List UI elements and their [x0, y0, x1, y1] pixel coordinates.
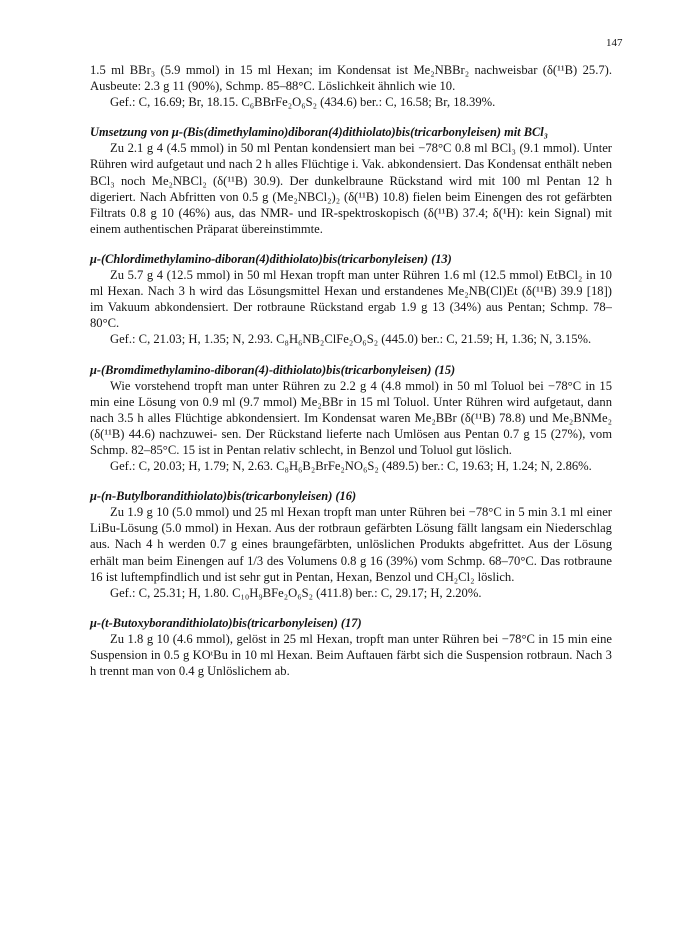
- text-line: 0.8 g 10 (46%) aus, das NMR- und IR-spektroskopisch (δ(¹¹B) 37.4; δ(¹H): kein: [130, 205, 550, 220]
- text-line: Zu 2.1 g 4 (4.5 mmol) in 50 ml Pentan kondensiert man bei −78°C 0.8 ml BCl₃: [110, 141, 516, 156]
- text-line: Der dunkelbraune Rückstand wird mit 100 ml Pentan 12 h digeriert. Nach Abfritten: [90, 173, 613, 204]
- text-line: Einengen auf 1/3 des Volumens 0.8 g 16 (39%) vom Schmp. 68–70°C. Das: [176, 553, 561, 568]
- text-line: sen. Der Rückstand lieferte nach Umlösen aus Pentan 0.7 g 15 (27%), vom Schmp.: [90, 426, 612, 457]
- page-number: 147: [606, 37, 623, 49]
- text-line: Wie vorstehend tropft man unter Rühren zu 2.2 g 4 (4.8 mmol) in 50 ml Toluol: [110, 378, 525, 393]
- text-line: μ-(Bromdimethylamino-diboran(4)-dithiolato)bis(tricarbonyleisen) (15): [90, 362, 456, 377]
- text-line: Kondensat waren Me₂BBr (δ(¹¹B) 78.8) und Me₂BNMe₂ (δ(¹¹B) 44.6) nachzuwei-: [90, 410, 612, 441]
- paragraph: [90, 140, 612, 237]
- section-heading: [90, 615, 612, 631]
- paragraph: [90, 331, 612, 347]
- section-gap: [90, 474, 612, 488]
- paragraph: [90, 267, 612, 331]
- paragraph: [90, 378, 612, 458]
- text-line: Gef.: C, 20.03; H, 1.79; N, 2.63. C₈H₆B₂BrFe₂NO₆S₂ (489.5) ber.: C, 19.63; H,: [110, 459, 509, 474]
- text-line: 1.36; N, 3.15%.: [511, 332, 592, 347]
- text-column: [90, 62, 612, 679]
- section-gap: [90, 348, 612, 362]
- text-line: Gef.: C, 16.69; Br, 18.15. C₆BBrFe₂O₆S₂ (434.6) ber.: C, 16.58; Br, 18.39%.: [110, 95, 496, 110]
- text-line: μ-(Chlordimethylamino-diboran(4)dithiolato)bis(tricarbonyleisen) (13): [90, 251, 452, 266]
- text-line: rotbraune 16 ist luftempfindlich und ist sehr gut in Pentan, Hexan, Benzol und: [90, 553, 612, 584]
- text-line: braungefärbten, unlöslichen Produkts abgefrittet. Aus der Lösung erhält man beim: [90, 537, 612, 568]
- text-line: abkondensiert. Das Kondensat enthält neben BCl₃ noch Me₂NBCl₂ (δ(¹¹B) 30.9).: [90, 157, 612, 188]
- section-gap: [90, 110, 612, 124]
- text-line: Zu 1.9 g 10 (5.0 mmol) und 25 ml Hexan tropft man unter Rühren bei −78°C in: [110, 505, 515, 520]
- text-line: rotbraune Rückstand ergab 1.9 g 13 (34%) aus Pentan; Schmp. 78–80°C.: [90, 300, 612, 331]
- text-line: 5 min 3.1 ml einer LiBu-Lösung (5.0 mmol) in Hexan. Aus der rotbraun gefärbten: [90, 505, 612, 536]
- paragraph: [90, 631, 612, 679]
- text-line: Gef.: C, 21.03; H, 1.35; N, 2.93. C₈H₆NB₂ClFe₂O₆S₂ (445.0) ber.: C, 21.59; H,: [110, 332, 509, 347]
- text-line: Zu 1.8 g 10 (4.6 mmol), gelöst in 25 ml Hexan, tropft man unter Rühren bei: [110, 631, 499, 646]
- text-line: bei −78°C in 15 min eine Lösung von 0.9 ml (9.7 mmol) Me₂BBr in 15 ml Toluol.: [90, 378, 612, 409]
- section-gap: [90, 237, 612, 251]
- section-heading: [90, 124, 612, 140]
- text-line: Umsetzung von μ-(Bis(dimethylamino)diboran(4)dithiolato)bis(tricarbonyleisen) mit: [90, 125, 521, 140]
- paragraph: [90, 504, 612, 584]
- paragraph: [90, 458, 612, 474]
- text-line: 82–85°C. 15 ist in Pentan relativ schlecht, in Benzol und Toluol gut löslich.: [131, 442, 512, 457]
- text-line: erstandenes Me₂NB(Cl)Et (δ(¹¹B) 39.9 [18]) im Vakuum abkondensiert. Der: [90, 284, 612, 315]
- text-line: 10.: [439, 79, 456, 94]
- text-line: Unter Rühren wird aufgetaut, dann nach 3.5 h alles Flüchtige abkondensiert. Im: [90, 394, 612, 425]
- text-line: Gef.: C, 25.31; H, 1.80. C₁₀H₉BFe₂O₆S₂ (411.8) ber.: C, 29.17; H, 2.20%.: [110, 585, 482, 600]
- paragraph: [90, 585, 612, 601]
- section-heading: [90, 251, 612, 267]
- text-line: BCl₃: [523, 125, 549, 140]
- text-line: CH₂Cl₂ löslich.: [436, 569, 515, 584]
- text-line: (9.1 mmol). Unter Rühren wird aufgetaut und nach 2 h alles Flüchtige i. Vak.: [90, 141, 612, 172]
- text-line: 1.24; N, 2.86%.: [512, 459, 592, 474]
- text-line: (δ(¹¹B) 25.7). Ausbeute: 2.3 g 11 (90%), Schmp. 85–88°C. Löslichkeit ähnlich wie: [90, 63, 612, 94]
- text-line: Zu 5.7 g 4 (12.5 mmol) in 50 ml Hexan tropft man unter Rühren 1.6 ml (12.5: [110, 268, 506, 283]
- text-line: Signal) mit einem authentischen Präparat übereinstimmte.: [90, 205, 612, 236]
- text-line: Lösung fällt langsam ein Niederschlag aus. Nach 4 h werden 0.7 g eines: [90, 521, 612, 552]
- section-heading: [90, 362, 612, 378]
- text-line: färbt sich die Suspension rotbraun. Nach 3 h trennt man von 0.4 g Unlöslichem ab.: [90, 648, 612, 679]
- text-line: 1.5 ml BBr₃ (5.9 mmol) in 15 ml Hexan; im Kondensat ist Me₂NBBr₂ nachweisbar: [90, 63, 538, 77]
- paragraph: [90, 94, 612, 110]
- section-heading: [90, 488, 612, 504]
- text-line: −78°C in 15 min eine Suspension in 0.5 g KOᵗBu in 10 ml Hexan. Beim Auftauen: [90, 631, 613, 662]
- text-line: μ-(n-Butylborandithiolato)bis(tricarbonyleisen) (16): [90, 489, 357, 504]
- paragraph: [90, 62, 612, 94]
- section-gap: [90, 601, 612, 615]
- text-line: mmol) EtBCl₂ in 10 ml Hexan. Nach 3 h wird das Lösungsmittel Hexan und: [90, 268, 612, 299]
- text-line: μ-(t-Butoxyborandithiolato)bis(tricarbonyleisen) (17): [90, 615, 362, 630]
- text-line: von 0.5 g (Me₂NBCl₂)₂ (δ(¹¹B) 10.8) fielen beim Einengen des rot gefärbten Filtrats: [90, 189, 612, 220]
